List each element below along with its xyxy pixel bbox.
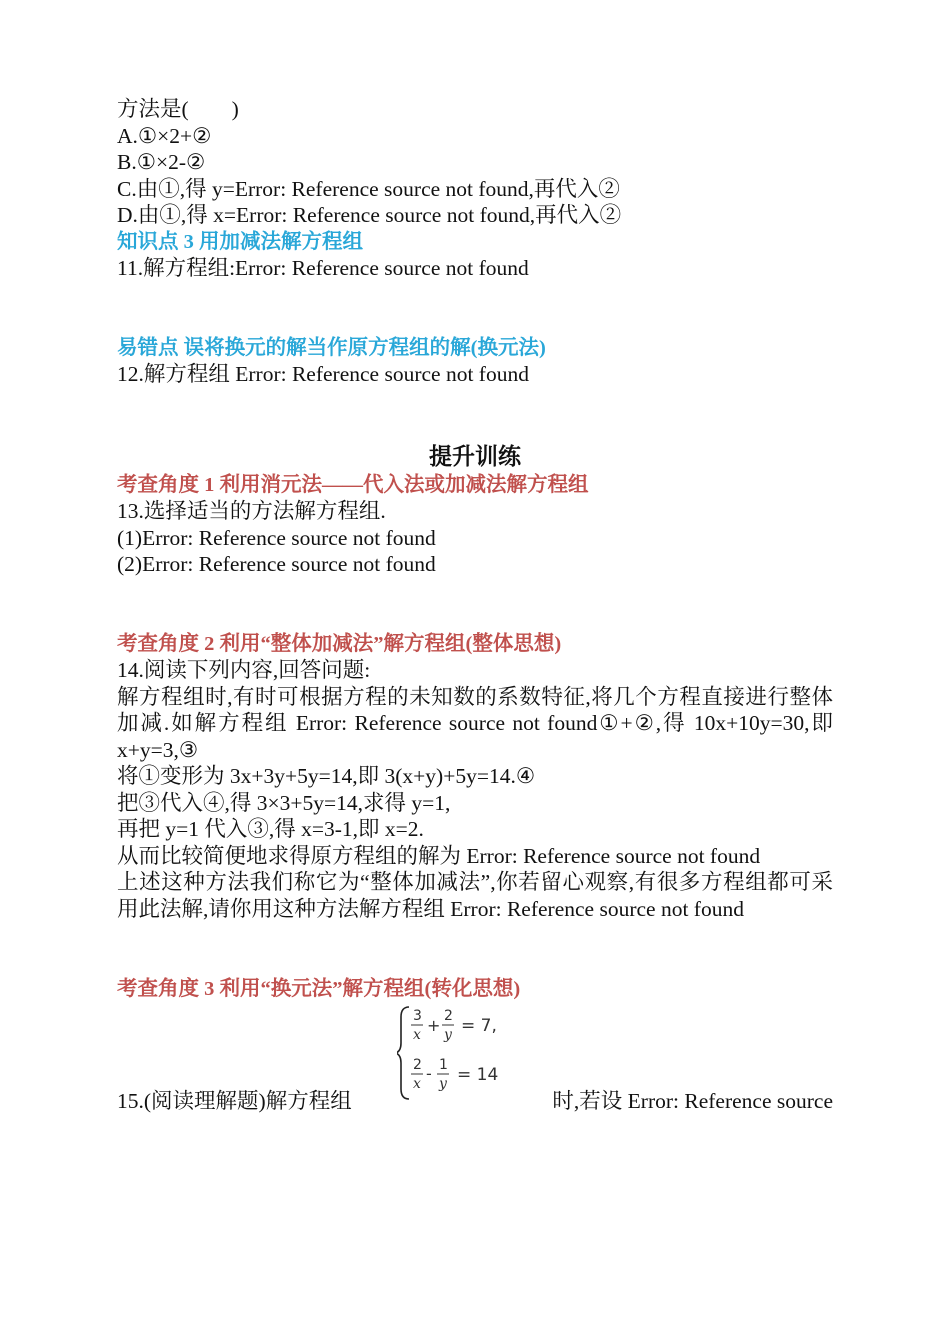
equation-system-image	[397, 1003, 515, 1103]
question-12: 12.解方程组 Error: Reference source not found	[117, 362, 529, 386]
eq1-den2: y	[444, 1026, 452, 1043]
option-b: B.①×2-②	[117, 150, 206, 174]
angle-3-heading: 考查角度 3 利用“换元法”解方程组(转化思想)	[117, 978, 521, 1000]
question-14-step-4: 从而比较简便地求得原方程组的解为 Error: Reference source not found	[117, 843, 761, 868]
question-14-paragraph-2: 上述这种方法我们称它为“整体加减法”,你若留心观察,有很多方程组都可采用此法解,请你用这种方法解方程组 Error: Reference source not found	[117, 870, 833, 921]
option-c: C.由①,得 y=Error: Reference source not found,再代入②	[117, 176, 620, 201]
angle-2-heading: 考查角度 2 利用“整体加减法”解方程组(整体思想)	[117, 632, 562, 655]
eq1-den1: x	[413, 1026, 421, 1043]
question-15-right: 时,若设 Error: Reference source	[552, 1089, 833, 1113]
eq2-den2: y	[439, 1075, 447, 1092]
brace-symbol	[397, 1007, 409, 1099]
eq2-op: -	[426, 1063, 432, 1083]
eq1-num2: 2	[444, 1007, 453, 1024]
eq2-num2: 1	[439, 1056, 448, 1073]
option-a: A.①×2+②	[117, 123, 212, 148]
angle-1-heading: 考查角度 1 利用消元法——代入法或加减法解方程组	[117, 473, 589, 496]
question-14-title: 14.阅读下列内容,回答问题:	[117, 658, 371, 682]
question-13-part-1: (1)Error: Reference source not found	[117, 525, 436, 550]
question-14-step-3: 再把 y=1 代入③,得 x=3-1,即 x=2.	[117, 817, 424, 841]
question-14-paragraph-1: 解方程组时,有时可根据方程的未知数的系数特征,将几个方程直接进行整体加减.如解方程组 Error: Reference source not found①+②,得 10x+10y=30,即 x+y=3,③	[117, 684, 833, 762]
question-11: 11.解方程组:Error: Reference source not found	[117, 256, 529, 280]
eq1-rhs: = 7,	[461, 1015, 497, 1036]
text-line: 方法是( )	[117, 97, 239, 121]
document-page	[117, 96, 833, 1115]
knowledge-point-3-heading: 知识点 3 用加减法解方程组	[117, 230, 363, 253]
option-d: D.由①,得 x=Error: Reference source not found,再代入②	[117, 203, 622, 227]
question-13: 13.选择适当的方法解方程组.	[117, 499, 386, 523]
eq1-num1: 3	[413, 1007, 422, 1024]
eq1-op: +	[427, 1015, 441, 1035]
error-point-heading: 易错点 误将换元的解当作原方程组的解(换元法)	[117, 336, 546, 359]
question-14-step-1: 将①变形为 3x+3y+5y=14,即 3(x+y)+5y=14.④	[117, 764, 536, 788]
question-14-step-2: 把③代入④,得 3×3+5y=14,求得 y=1,	[117, 790, 451, 815]
question-15	[117, 1003, 833, 1115]
eq2-den1: x	[413, 1075, 421, 1092]
eq2-num1: 2	[413, 1056, 422, 1073]
eq2-rhs: = 14	[457, 1064, 499, 1085]
section-title: 提升训练	[429, 443, 521, 469]
question-15-left: 15.(阅读理解题)解方程组	[117, 1089, 352, 1113]
question-13-part-2: (2)Error: Reference source not found	[117, 552, 436, 576]
